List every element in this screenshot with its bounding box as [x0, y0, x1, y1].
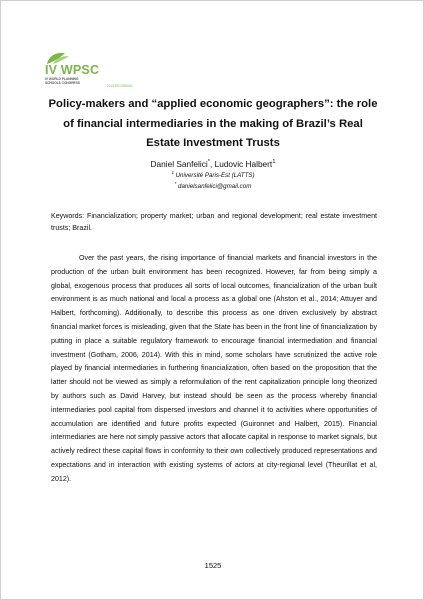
affiliation-mark: 1	[171, 169, 174, 175]
affiliation-text: Université Paris-Est (LATTS)	[175, 172, 255, 179]
author-mark: 1	[272, 159, 276, 166]
logo-subtitle-line2: SCHOOLS CONGRESS	[45, 80, 80, 85]
author-separator: ,	[209, 159, 215, 169]
keywords: Keywords: Financialization; property market; urban and regional development; real estate investment trusts; Brazil.	[51, 212, 377, 233]
email-link[interactable]: danielsanfelici@gmail.com	[178, 183, 252, 190]
paper-title: Policy-makers and “applied economic geographers”: the role of financial intermediaries in the making of Brazil’s Real Estate Investment Trusts	[48, 98, 378, 149]
author-line	[45, 159, 381, 170]
email-line	[45, 182, 381, 192]
author-mark: *	[207, 159, 210, 166]
logo-tagline: 2016 RIO BRASIL	[107, 84, 133, 88]
page-number: 1525	[204, 561, 222, 570]
body-paragraph: Over the past years, the rising importance of financial markets and financial investors in the production of the urban built environment has been recognized. However, far from being simply a global, exogenous process that produces all sorts of local outcomes, financialization of the urban built environment is as much national and local a process as a global one (Ahston et al., 2014; Attuyer and Halbert, forthcoming). Additionally, to describe this process as one driven exclusively by abstract financial market forces is misleading, given that the State has been in the front line of financialization by putting in place a suitable regulatory framework to encourage financial intermediation and financial investment (Gotham, 2006, 2014). With this in mind, some scholars have scrutinized the active role played by financial intermediaries in furthering financialization, often based on the proposition that the latter should not be viewed as simply a reformulation of the rent capitalization principle long theorized by authors such as David Harvey, but instead should be seen as the process whereby financial intermediaries pool capital from dispersed investors and channel it to activities where opportunities of accumulation are identified and future profits expected (Guironnet and Halbert, 2015). Financial intermediaries are here not simply passive actors that allocate capital in response to market signals, but actively redirect these capital flows in conformity to their own collectively produced representations and expectations and in interaction with existing systems of actors at city-regional level (Theurillat et al, 2012).	[51, 254, 377, 483]
conference-logo	[45, 51, 175, 93]
email-mark: *	[174, 180, 177, 186]
affiliation	[45, 171, 381, 181]
author-name: Daniel Sanfelici	[150, 159, 208, 169]
author-name: Ludovic Halbert	[214, 159, 273, 169]
logo-subtitle	[45, 78, 80, 86]
logo-title: IV WPSC	[45, 63, 100, 77]
logo-subtitle-line1: IV WORLD PLANNING	[45, 77, 79, 81]
